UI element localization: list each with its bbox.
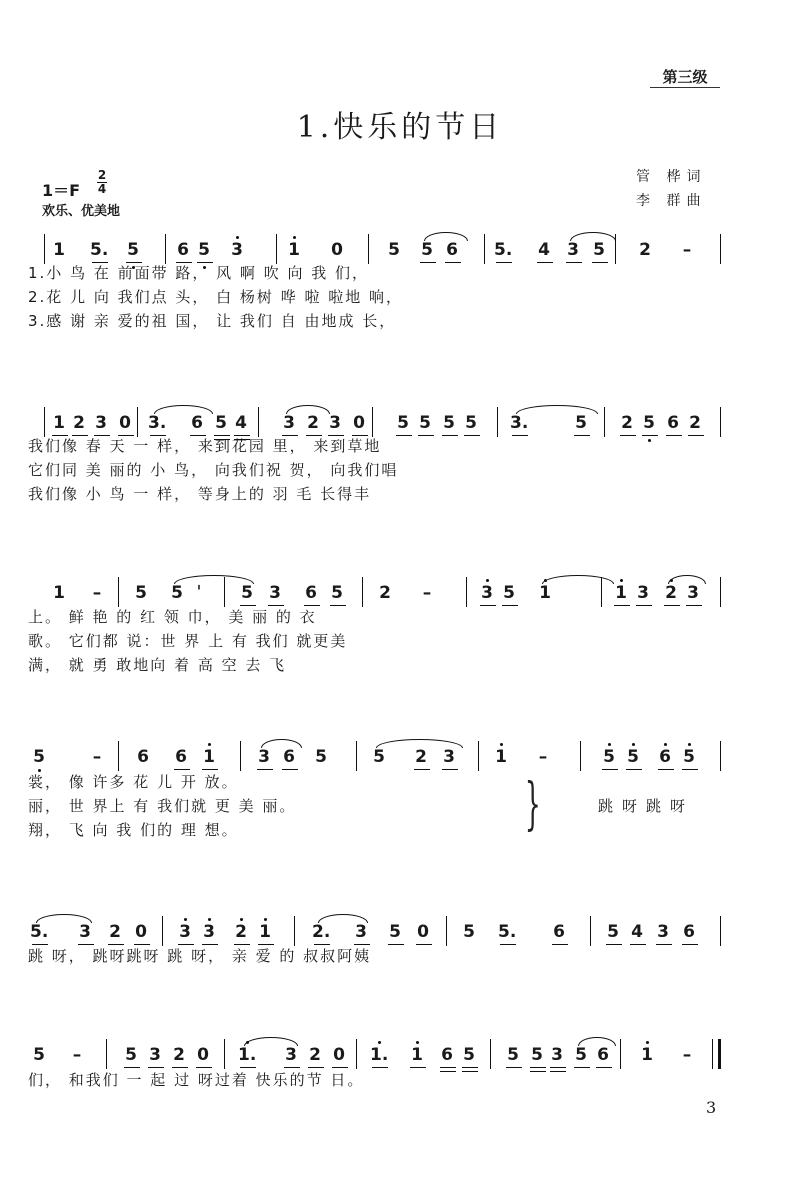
note: – [538,747,548,767]
note: 1. [370,1045,389,1065]
barline [44,407,45,437]
octave-dot-above [378,1041,381,1044]
note: 6 [175,747,187,767]
note: 5 [593,240,605,260]
underline-beam [666,435,682,436]
note: 2 [639,240,651,260]
slur [570,232,616,241]
octave-dot-above [236,236,239,239]
note: 3 [443,747,455,767]
lyric-line: 裳， 像 许多 花 儿 开 放。 [28,773,239,791]
note: 1 [288,240,300,260]
time-signature [97,170,107,195]
note: 3 [355,922,367,942]
barline [604,407,605,437]
underline-beam [602,769,618,770]
note: 6 [305,583,317,603]
song-title: 1.快乐的节日 [296,110,504,145]
underline-beam [574,435,590,436]
underline-beam [626,769,642,770]
note: 2 [621,413,633,433]
lyric-line: 我们像 小 鸟 一 样， 等身上的 羽 毛 长得丰 [28,485,372,503]
octave-dot-above [293,236,296,239]
note: 5 [135,583,147,603]
refrain-lyric: 跳呀跳呀 [598,797,695,815]
barline [258,407,259,437]
note: 5 [683,747,695,767]
note: – [422,583,432,603]
note: 3 [283,413,295,433]
underline-beam [688,435,704,436]
note: 2 [379,583,391,603]
barline [466,577,467,607]
slur [516,405,598,414]
octave-dot-above [664,743,667,746]
barline [118,741,119,771]
note: 1 [203,747,215,767]
barline [478,741,479,771]
underline-beam [682,944,698,945]
note: 6 [659,747,671,767]
note: 6 [683,922,695,942]
note: 5 [503,583,515,603]
note: 6 [667,413,679,433]
note: 1 [259,922,271,942]
lyric-line: 丽， 世 界上 有 我们就 更 美 丽。 [28,797,297,815]
note: 5 [643,413,655,433]
octave-dot-above [608,743,611,746]
lyricist-credit: 管 桦词 [636,169,707,185]
note: 5 [389,922,401,942]
final-barline [718,1039,721,1069]
octave-dot-above [486,579,489,582]
note: 5 [443,413,455,433]
note: 5 [627,747,639,767]
slur [376,739,463,748]
note: 6 [597,1045,609,1065]
octave-dot-above [264,918,267,921]
note: 2 [309,1045,321,1065]
underline-beam [537,262,553,263]
barline [446,916,447,946]
note: 0 [119,413,131,433]
note: 5 [507,1045,519,1065]
note: 4 [631,922,643,942]
page-number: 3 [706,1098,717,1117]
barline [294,916,295,946]
note: 5 [127,240,139,260]
barline [720,916,721,946]
slur [36,914,92,923]
note: 5 [241,583,253,603]
note: 5 [331,583,343,603]
barline [497,407,498,437]
note: 2 [307,413,319,433]
underline-beam [664,605,680,606]
octave-dot-above [208,918,211,921]
barline [720,407,721,437]
note: 6 [137,747,149,767]
note: 5. [30,922,49,942]
note: 2 [173,1045,185,1065]
note: 3 [231,240,243,260]
note: 1 [411,1045,423,1065]
time-signature-top: 2 [97,168,107,182]
verse-brace: } [524,772,541,837]
note: 2. [312,922,331,942]
barline [490,1039,491,1069]
barline [720,577,721,607]
barline [224,1039,225,1069]
note: 6 [191,413,203,433]
lyric-line: 我们像 春 天 一 样， 来到花园 里， 来到草地 [28,437,382,455]
note: 5. [498,922,517,942]
barline [356,741,357,771]
note: 3 [657,922,669,942]
slur [668,575,706,584]
underline-beam [656,944,672,945]
lyric-line: 满， 就 勇 敢地向 着 高 空 去 飞 [28,656,287,674]
note: 2 [415,747,427,767]
barline [372,407,373,437]
note: 3 [551,1045,563,1065]
note: 6 [441,1045,453,1065]
underline-beam [566,262,582,263]
barline [356,1039,357,1069]
note: 6 [177,240,189,260]
note: 5 [388,240,400,260]
underline-beam [530,1067,546,1068]
note: ˈ [196,583,202,603]
lyric-line: 跳 呀， 跳呀跳呀 跳 呀， 亲 爱 的 叔叔阿姨 [28,947,372,965]
underline-beam [636,605,652,606]
underline-beam [682,769,698,770]
barline [368,234,369,264]
note: 3 [79,922,91,942]
note: 3 [179,922,191,942]
note: 0 [331,240,343,260]
note: 2 [235,922,247,942]
note: 1 [53,583,65,603]
note: 2 [73,413,85,433]
note: 3 [203,922,215,942]
underline-beam [574,1067,590,1068]
underline-beam [550,1067,566,1068]
slur [286,405,330,414]
underline-beam [614,605,630,606]
underline-beam [550,1071,566,1072]
note: 3. [148,413,167,433]
underline-beam [642,435,658,436]
note: 2 [665,583,677,603]
note: 5 [315,747,327,767]
note: 5 [373,747,385,767]
underline-beam [658,769,674,770]
note: 5 [421,240,433,260]
note: 5 [465,413,477,433]
note: 5 [198,240,210,260]
underline-beam [620,435,636,436]
barline [44,234,45,264]
lyric-line: 它们同 美 丽的 小 鸟， 向我们祝 贺， 向我们唱 [28,461,399,479]
note: 6 [553,922,565,942]
slur [174,575,254,584]
underline-beam [552,944,568,945]
barline [590,916,591,946]
grade-label: 第三级 [662,68,708,86]
note: 1 [641,1045,653,1065]
note: 3 [687,583,699,603]
note: 3 [481,583,493,603]
octave-dot-above [184,918,187,921]
note: – [682,1045,692,1065]
note: 1 [53,413,65,433]
note: 3 [269,583,281,603]
key-signature: 1＝F [42,181,81,200]
slur [154,405,213,414]
note: 5 [603,747,615,767]
note: 1 [615,583,627,603]
note: 0 [333,1045,345,1065]
barline [240,741,241,771]
slur [318,914,368,923]
slur [244,1037,298,1046]
note: 3 [329,413,341,433]
note: 0 [417,922,429,942]
underline-beam [686,605,702,606]
note: 5 [171,583,183,603]
note: 5 [419,413,431,433]
note: – [92,747,102,767]
note: 1. [238,1045,257,1065]
lyric-line: 歌。 它们都 说：世 界 上 有 我们 就更美 [28,632,348,650]
note: 0 [197,1045,209,1065]
note: 5 [125,1045,137,1065]
slur [261,739,302,748]
note: 5 [397,413,409,433]
barline [620,1039,621,1069]
underline-beam [630,944,646,945]
octave-dot-above [688,743,691,746]
note: 5. [90,240,109,260]
note: 3 [285,1045,297,1065]
composer-credit: 李 群曲 [636,193,707,209]
underline-beam [530,1071,546,1072]
grade-underline [650,87,720,88]
barline [712,1039,713,1069]
note: 5 [33,747,45,767]
tempo-marking: 欢乐、优美地 [42,204,121,219]
note: 4 [235,413,247,433]
note: 6 [283,747,295,767]
barline [137,407,138,437]
underline-beam [596,1067,612,1068]
slur [542,575,614,584]
octave-dot-above [240,918,243,921]
barline [720,234,721,264]
note: 1 [539,583,551,603]
octave-dot-below [648,439,651,442]
barline [362,577,363,607]
note: 5 [463,1045,475,1065]
note: 5 [575,1045,587,1065]
lyric-line: 3.感 谢 亲 爱的祖 国， 让 我们 自 由地成 长， [28,312,397,330]
lyric-line: 1.小 鸟 在 前面带 路， 风 啊 吹 向 我 们， [28,264,369,282]
note: 1 [53,240,65,260]
note: 3 [149,1045,161,1065]
octave-dot-above [208,743,211,746]
octave-dot-above [500,743,503,746]
note: 5 [33,1045,45,1065]
note: 2 [109,922,121,942]
barline [580,741,581,771]
note: 6 [446,240,458,260]
lyric-line: 翔， 飞 向 我 们的 理 想。 [28,821,239,839]
note: 3 [258,747,270,767]
lyric-line: 上。 鲜 艳 的 红 领 巾， 美 丽 的 衣 [28,608,317,626]
note: – [72,1045,82,1065]
octave-dot-above [416,1041,419,1044]
octave-dot-above [632,743,635,746]
note: 0 [353,413,365,433]
barline [106,1039,107,1069]
note: 5. [494,240,513,260]
barline [276,234,277,264]
barline [162,916,163,946]
lyric-line: 们， 和我们 一 起 过 呀过着 快乐的节 日。 [28,1071,365,1089]
note: 5 [575,413,587,433]
note: 3 [637,583,649,603]
slur [424,232,468,241]
note: 5 [607,922,619,942]
barline [118,577,119,607]
note: 5 [463,922,475,942]
underline-beam [606,944,622,945]
octave-dot-above [620,579,623,582]
slur [578,1037,616,1046]
octave-dot-above [646,1041,649,1044]
barline [484,234,485,264]
lyric-line: 2.花 儿 向 我们点 头， 白 杨树 哗 啦 啦地 响， [28,288,403,306]
note: – [682,240,692,260]
note: 2 [689,413,701,433]
note: 3 [95,413,107,433]
note: 5 [531,1045,543,1065]
note: 4 [538,240,550,260]
note: – [92,583,102,603]
barline [720,741,721,771]
underline-beam [592,262,608,263]
note: 1 [495,747,507,767]
note: 3. [510,413,529,433]
note: 3 [567,240,579,260]
time-signature-bottom: 4 [97,182,107,196]
note: 0 [135,922,147,942]
note: 5 [215,413,227,433]
barline [165,234,166,264]
